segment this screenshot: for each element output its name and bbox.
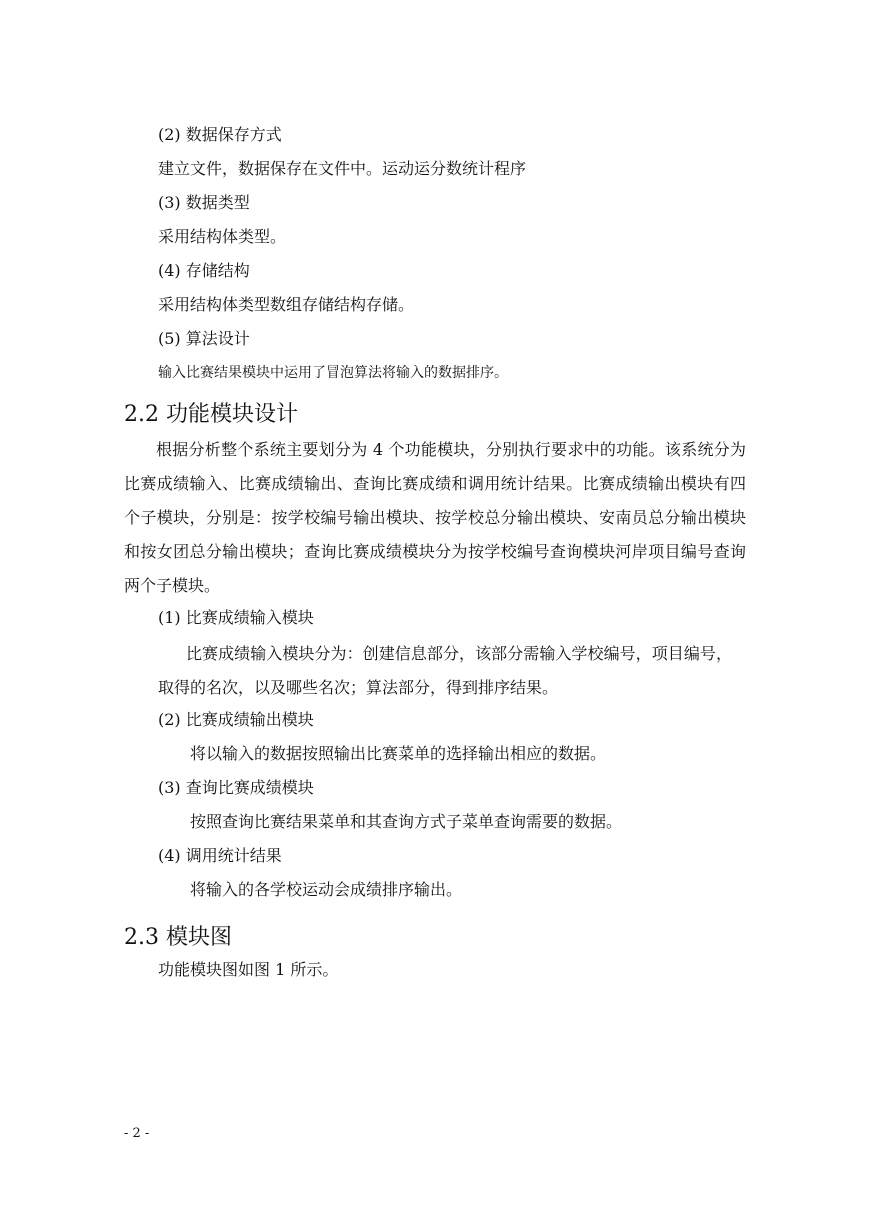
section-title-2-3: 2.3 模块图 xyxy=(124,925,232,950)
module-heading-4: (4) 调用统计结果 xyxy=(158,846,282,865)
module-body-3: 按照查询比赛结果菜单和其查询方式子菜单查询需要的数据。 xyxy=(190,812,623,831)
item-heading-data-storage: (2) 数据保存方式 xyxy=(158,125,282,144)
module-body-1: 比赛成绩输入模块分为：创建信息部分，该部分需输入学校编号，项目编号，取得的名次，以及哪些名次；算法部分，得到排序结果。 xyxy=(158,644,732,697)
module-heading-3: (3) 查询比赛成绩模块 xyxy=(158,778,314,797)
module-heading-1: (1) 比赛成绩输入模块 xyxy=(158,608,314,627)
item-heading-algorithm: (5) 算法设计 xyxy=(158,329,250,348)
item-body-algorithm: 输入比赛结果模块中运用了冒泡算法将输入的数据排序。 xyxy=(158,365,508,381)
module-body-4: 将输入的各学校运动会成绩排序输出。 xyxy=(190,880,463,899)
module-heading-2: (2) 比赛成绩输出模块 xyxy=(158,710,314,729)
item-heading-data-type: (3) 数据类型 xyxy=(158,193,250,212)
module-body-2: 将以输入的数据按照输出比赛菜单的选择输出相应的数据。 xyxy=(190,744,607,763)
section-2-3-paragraph: 功能模块图如图 1 所示。 xyxy=(158,960,339,979)
item-body-data-type: 采用结构体类型。 xyxy=(158,227,287,246)
section-title-2-2: 2.2 功能模块设计 xyxy=(124,402,298,427)
page-number: - 2 - xyxy=(124,1126,150,1141)
section-2-2-paragraph: 根据分析整个系统主要划分为 4 个功能模块，分别执行要求中的功能。该系统分为比赛成绩输入、比赛成绩输出、查询比赛成绩和调用统计结果。比赛成绩输出模块有四个子模块，分别是：按学校编号输出模块、按学校总分输出模块、安南员总分输出模块和按女团总分输出模块；查询比赛成绩模块分为按学校编号查询模块河岸项目编号查询两个子模块。 xyxy=(124,440,746,595)
item-body-storage-structure: 采用结构体类型数组存储结构存储。 xyxy=(158,295,415,314)
item-heading-storage-structure: (4) 存储结构 xyxy=(158,261,250,280)
item-body-data-storage: 建立文件，数据保存在文件中。运动运分数统计程序 xyxy=(158,159,527,178)
